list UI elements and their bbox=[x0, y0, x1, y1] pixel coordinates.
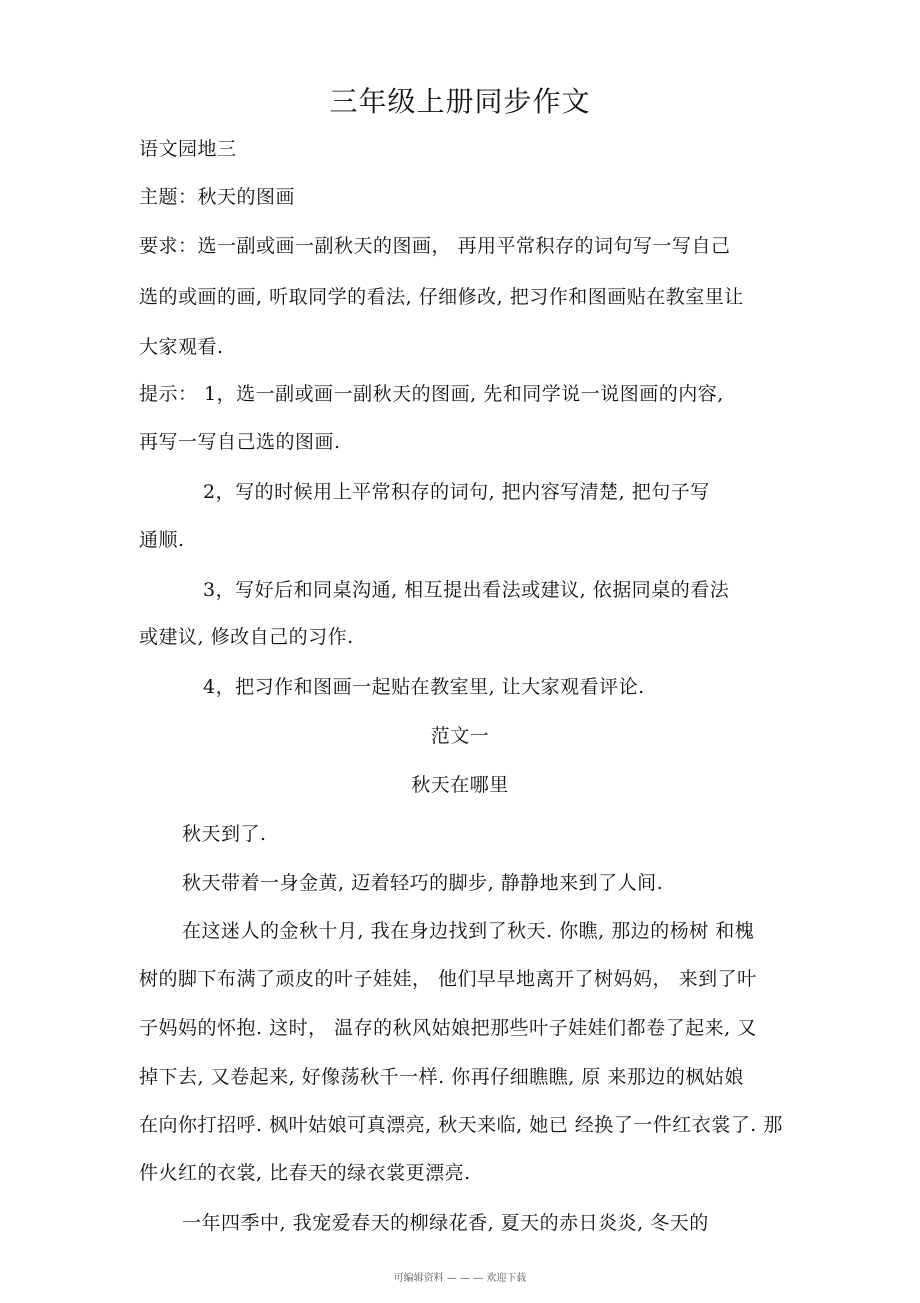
document-title: 三年级上册同步作文 bbox=[329, 85, 591, 118]
essay-paragraph-3-line-2: 树的脚下布满了顽皮的叶子娃娃， 他们早早地离开了树妈妈， 来到了叶 bbox=[139, 968, 757, 990]
page-footer: 可编辑资料 — — — 欢迎下载 bbox=[393, 1273, 527, 1284]
essay-paragraph-3-line-4: 掉下去, 又卷起来, 好像荡秋千一样. 你再仔细瞧瞧, 原 来那边的枫姑娘 bbox=[139, 1066, 744, 1088]
theme-line: 主题：秋天的图画 bbox=[139, 186, 296, 208]
essay-paragraph-2: 秋天带着一身金黄, 迈着轻巧的脚步, 静静地来到了人间. bbox=[182, 872, 664, 894]
essay-paragraph-4-line-1: 一年四季中, 我宠爱春天的柳绿花香, 夏天的赤日炎炎, 冬天的 bbox=[182, 1212, 709, 1234]
essay-paragraph-3-line-3: 子妈妈的怀抱. 这时， 温存的秋风姑娘把那些叶子娃娃们都卷了起来, 又 bbox=[139, 1017, 757, 1039]
requirement-line-1: 要求：选一副或画一副秋天的图画， 再用平常积存的词句写一写自己 bbox=[139, 235, 731, 257]
hint-line-1: 提示： 1，选一副或画一副秋天的图画, 先和同学说一说图画的内容, bbox=[139, 383, 724, 405]
essay-label: 范文一 bbox=[430, 725, 490, 747]
hint-item-4-line-1: 4，把习作和图画一起贴在教室里, 让大家观看评论. bbox=[203, 676, 645, 698]
essay-paragraph-3-line-6: 件火红的衣裳, 比春天的绿衣裳更漂亮. bbox=[139, 1162, 471, 1184]
essay-paragraph-3-line-5: 在向你打招呼. 枫叶姑娘可真漂亮, 秋天来临, 她已 经换了一件红衣裳了. 那 bbox=[139, 1114, 783, 1136]
hint-item-3-line-1: 3，写好后和同桌沟通, 相互提出看法或建议, 依据同桌的看法 bbox=[203, 579, 730, 601]
section-label: 语文园地三 bbox=[139, 138, 237, 160]
essay-title: 秋天在哪里 bbox=[411, 774, 509, 796]
hint-item-2-line-1: 2，写的时候用上平常积存的词句, 把内容写清楚, 把句子写 bbox=[203, 481, 710, 503]
hint-item-3-line-2: 或建议, 修改自己的习作. bbox=[139, 626, 354, 648]
requirement-line-3: 大家观看. bbox=[139, 336, 224, 358]
requirement-line-2: 选的或画的画, 听取同学的看法, 仔细修改, 把习作和图画贴在教室里让 bbox=[139, 286, 744, 308]
hint-line-2: 再写一写自己选的图画. bbox=[139, 431, 341, 453]
hint-item-2-line-2: 通顺. bbox=[139, 529, 185, 551]
essay-paragraph-3-line-1: 在这迷人的金秋十月, 我在身边找到了秋天. 你瞧, 那边的杨树 和槐 bbox=[182, 920, 755, 942]
essay-paragraph-1: 秋天到了. bbox=[182, 823, 267, 845]
